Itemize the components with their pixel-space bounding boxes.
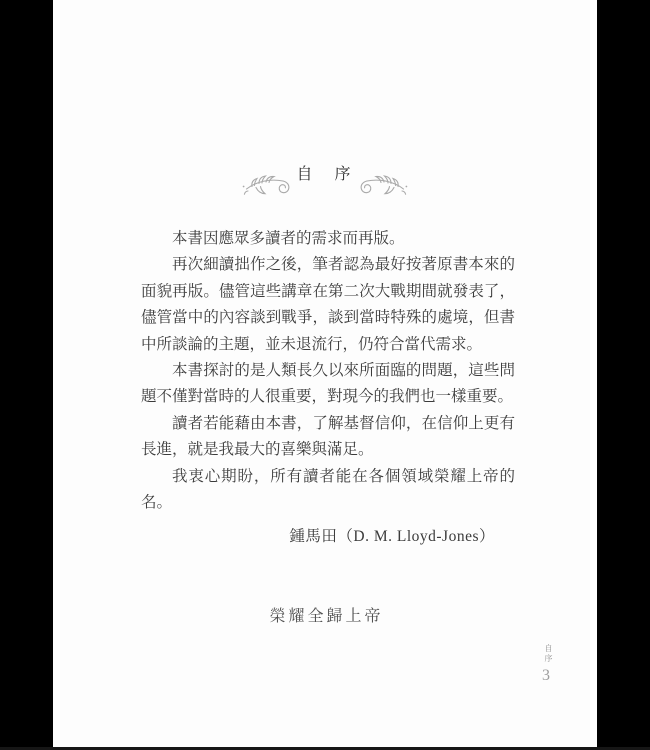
paragraph: 讀者若能藉由本書，了解基督信仰，在信仰上更有長進，就是我最大的喜樂與滿足。 [141, 414, 515, 459]
book-page [53, 0, 597, 750]
vine-flourish-right-icon [360, 171, 408, 199]
paragraph: 我衷心期盼，所有讀者能在各個領域榮耀上帝的名。 [141, 467, 515, 512]
closing-motto: 榮耀全歸上帝 [269, 608, 384, 625]
paragraph: 本書探討的是人類長久以來所面臨的問題，這些問題不僅對當時的人很重要，對現今的我們也一樣重要。 [141, 362, 515, 406]
preface-header [53, 161, 597, 189]
running-head-section-label: 自序 [544, 644, 553, 664]
paragraph: 再次細讀拙作之後，筆者認為最好按著原書本來的面貌再版。儘管這些講章在第二次大戰期間就發表了，儘管當中的內容談到戰爭，談到當時特殊的處境，但書中所談論的主題，並未退流行，仍符合當代需求。 [141, 256, 515, 353]
paragraph: 本書因應眾多讀者的需求而再版。 [172, 230, 405, 247]
page-title: 自 序 [296, 166, 354, 183]
page-number: 3 [542, 667, 550, 684]
author-signature: 鍾馬田（D. M. Lloyd-Jones） [289, 528, 495, 545]
preface-body [141, 226, 515, 516]
vine-flourish-left-icon [242, 171, 290, 199]
